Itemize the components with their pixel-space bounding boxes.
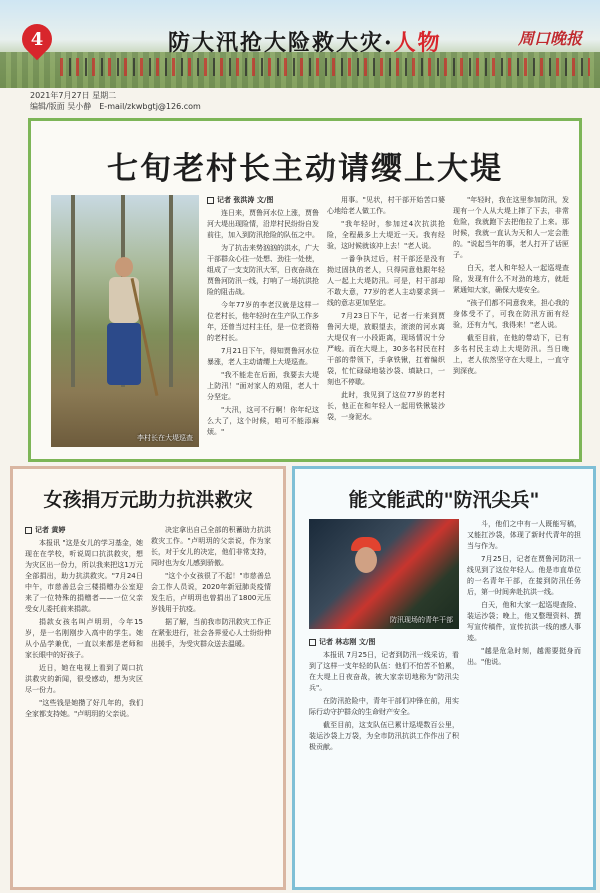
masthead-logo: 周口晚报 — [517, 29, 582, 48]
paragraph: 连日来，贾鲁河水位上涨，贾鲁河大堤出现险情，沿岸村民纷纷自发前往，加入到防汛抢险的队伍之中。 — [207, 209, 319, 239]
right-article-col2 — [309, 637, 459, 877]
left-article-headline: 女孩捐万元助力抗洪救灾 — [43, 489, 253, 511]
paragraph: 7月25日，记者在贾鲁河防汛一线见到了这位年轻人。他是市直单位的一名青年干部，在接到防汛任务后，第一时间奔赴抗洪一线。 — [467, 555, 581, 596]
right-article-byline: 记者 林志刚 文/图 — [309, 637, 459, 648]
right-article — [292, 466, 596, 890]
paragraph: 为了抗击来势汹汹的洪水，广大干部群众心往一处想、劲往一处使，组成了一支支防汛大军，日夜奋战在贾鲁河防汛一线，打响了一场抗洪抢险的阻击战。 — [207, 244, 319, 296]
right-photo-caption: 防汛现场的青年干部 — [390, 616, 453, 624]
paragraph: 捐款女孩名叫卢明玥，今年15岁，是一名刚刚步入高中的学生。她从小品学兼优，一直以来都是老师和家长眼中的好孩子。 — [25, 618, 143, 659]
paragraph: 截至目前，这支队伍已累计巡堤数百公里，装运沙袋上万袋，为全市防汛抗洪工作作出了积极贡献。 — [309, 721, 459, 751]
right-article-headline: 能文能武的"防汛尖兵" — [348, 489, 540, 511]
issue-date: 2021年7月27日 星期二 — [30, 91, 117, 100]
section-title-accent: 人物 — [393, 30, 442, 56]
paragraph: 7月21日下午，得知贾鲁河水位暴涨，老人主动请缨上大堤巡查。 — [207, 347, 319, 366]
paragraph: "大汛，这可不行啊！你年纪这么大了，这个时候，咱可不能添麻烦。" — [207, 406, 319, 436]
paragraph: 本报讯 "这是女儿的学习基金，她现在在学校，听说周口抗洪救灾，想为灾区出一份力，所以我来把这1万元全部捐出，助力抗洪救灾。"7月24日中午，市慈善总会三楼捐赠办公室迎来了一位特殊的捐赠者——一位父亲受女儿委托前来捐款。 — [25, 539, 143, 613]
paragraph: "年轻时，我在这里参加防汛，发现有一个人从大堤上摔了下去，非常危险，我就跑下去把他拉了上来。那时候，我就一直认为天和人一定会胜的。"说起当年的事，老人打开了话匣子。 — [453, 196, 569, 259]
top-article-headline: 七旬老村长主动请缨上大堤 — [107, 151, 503, 187]
paragraph: 截至目前，在他的带动下，已有多名村民主动上大堤防汛。当日晚上，老人依然坚守在大堤上，一直守到深夜。 — [453, 334, 569, 375]
section-title — [168, 26, 442, 57]
header-banner — [0, 0, 600, 88]
editor-credit: 编辑/版面 吴小静 — [30, 102, 92, 111]
left-article-byline: 记者 黄婷 — [25, 525, 143, 536]
paragraph: 此时，我见到了这位77岁的老村长，他正在和年轻人一起用铁锹装沙袋，一身泥水。 — [327, 391, 445, 421]
top-article — [28, 118, 582, 462]
paragraph: 本报讯 7月25日，记者到防汛一线采访，看到了这样一支年轻的队伍：他们不怕苦不怕累，在大堤上日夜奋战，被大家亲切地称为"防汛尖兵"。 — [309, 651, 459, 692]
page-number: 4 — [30, 28, 44, 50]
paragraph: "孩子们都不同意我来，担心我的身体受不了，可我在防汛方面有经验，还有力气，我得来！"老人说。 — [453, 299, 569, 329]
paragraph: 用事。"见状，村干部开始苦口婆心地给老人做工作。 — [327, 196, 445, 215]
top-article-col3 — [453, 195, 569, 447]
paragraph: 近日，她在电视上看到了周口抗洪救灾的新闻，很受感动，想为灾区尽一份力。 — [25, 664, 143, 694]
paragraph: 白天，老人和年轻人一起巡堤查险，发现有什么不对劲的地方，就赶紧通知大家，确保大堤安全。 — [453, 264, 569, 294]
top-article-col2 — [327, 195, 445, 447]
paragraph: 在防汛抢险中，青年干部们冲锋在前，用实际行动守护群众的生命财产安全。 — [309, 697, 459, 716]
photo-tree — [169, 195, 173, 387]
paragraph: "这个小女孩很了不起！"市慈善总会工作人员说，2020年新冠肺炎疫情发生后，卢明玥也曾捐出了1800元压岁钱用于抗疫。 — [151, 572, 271, 613]
top-article-col1 — [207, 195, 319, 447]
right-article-photo — [309, 519, 459, 629]
photo-tree — [71, 195, 75, 387]
paragraph: 决定拿出自己全部的积蓄助力抗洪救灾工作。"卢明玥的父亲说，作为家长，对于女儿的决定，他们非常支持，同时也为女儿感到骄傲。 — [151, 526, 271, 567]
paragraph: 据了解，当前我市防汛救灾工作正在紧张进行，社会各界爱心人士纷纷伸出援手，为受灾群众送去温暖。 — [151, 618, 271, 648]
paragraph: 斗，他们之中有一人既能写稿，又能扛沙袋，体现了新时代青年的担当与作为。 — [467, 520, 581, 550]
issue-meta — [30, 90, 570, 116]
photo-person-face — [355, 547, 377, 573]
paragraph: "我年轻时，参加过4次抗洪抢险，全程最多上大堤近一天。我有经验，这时候就该冲上去！"老人说。 — [327, 220, 445, 250]
left-article — [10, 466, 286, 890]
top-article-byline: 记者 张洪涛 文/图 — [207, 195, 319, 206]
top-article-photo — [51, 195, 199, 447]
paragraph: 今年77岁的李老汉就是这样一位老村长，他年轻时在生产队工作多年，还曾当过村主任，是一位老资格的老村长。 — [207, 301, 319, 342]
top-photo-caption: 李村长在大堤巡查 — [137, 434, 193, 442]
section-title-main: 防大汛抢大险救大灾· — [168, 30, 394, 56]
banner-crowd-image — [60, 58, 590, 76]
right-article-col1 — [467, 519, 581, 877]
paragraph: 一番争执过后，村干部还是没有拗过固执的老人，只得同意他跟年轻人一起上大堤防汛。可是，村干部却不敢大意，77岁的老人主动要求到一线的意志更加坚定。 — [327, 255, 445, 307]
photo-old-man-figure — [101, 257, 147, 407]
left-article-col2 — [151, 525, 271, 877]
paragraph: "我不能走在后面，我要去大堤上防汛！"面对家人的劝阻，老人十分坚定。 — [207, 371, 319, 401]
paragraph: "越是危急时刻，越需要挺身而出。"他说。 — [467, 647, 581, 666]
left-article-col1 — [25, 525, 143, 877]
paragraph: 7月23日下午，记者一行来到贾鲁河大堤，放眼望去，滚滚的河水离大堤仅有一小段距离，现场情况十分严峻。而在大堤上，30多名村民在村干部的带领下，手拿铁锹，扛着编织袋，忙忙碌碌地装沙袋、填缺口，一刻也不停歇。 — [327, 312, 445, 386]
paragraph: 白天，他和大家一起巡堤查险、装运沙袋；晚上，他又整理资料、撰写宣传稿件，宣传抗洪一线的感人事迹。 — [467, 601, 581, 642]
paragraph: "这些钱是她攒了好几年的，我们全家都支持她。"卢明玥的父亲说。 — [25, 699, 143, 718]
editor-email: E-mail/zkwbgtj@126.com — [99, 102, 201, 111]
